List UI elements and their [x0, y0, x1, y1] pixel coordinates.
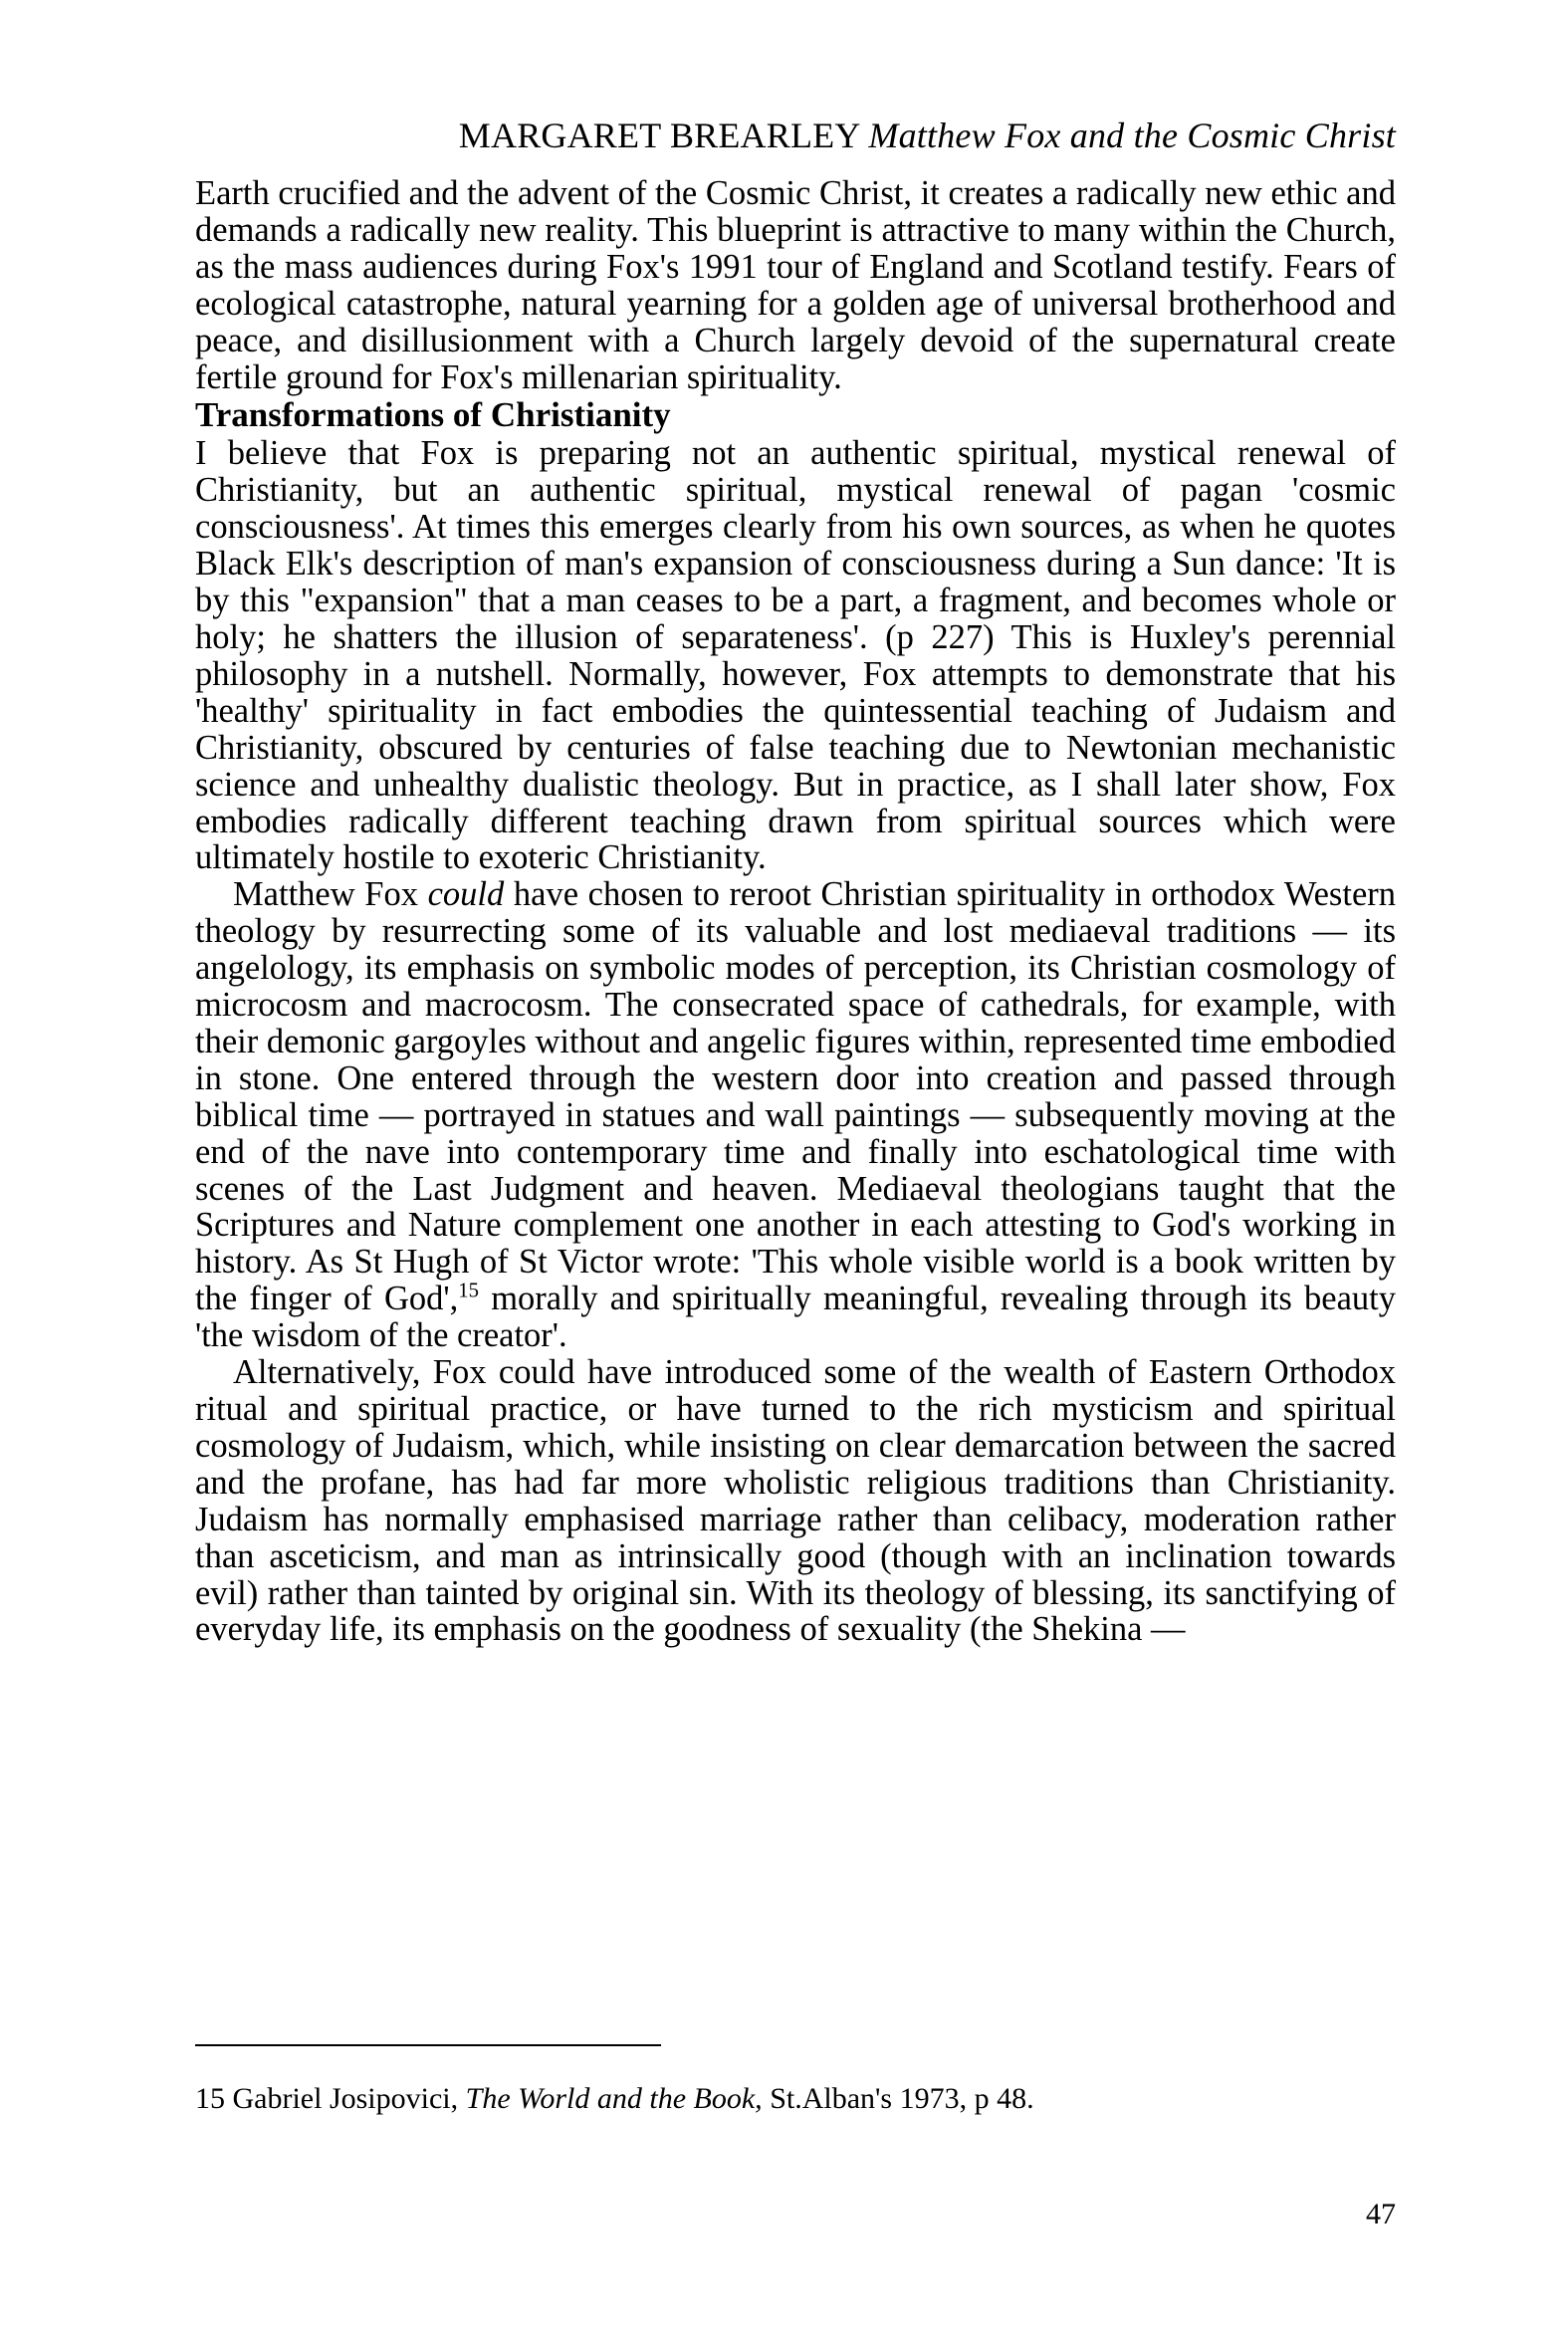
- paragraph-3-part-b: have chosen to reroot Christian spirituality in orthodox Western theology by resurrecting some of its valuable and lost mediaeval traditions — its angelology, its emphasis on symbolic modes of perception, its Christian cosmology of microcosm and macrocosm. The consecrated space of cathedrals, for example, with their demonic gargoyles without and angelic figures within, represented time embodied in stone. One entered through the western door into creation and passed through biblical time — portrayed in statues and wall paintings — subsequently moving at the end of the nave into contemporary time and finally into eschatological time with scenes of the Last Judgment and heaven. Mediaeval theologians taught that the Scriptures and Nature complement one another in each attesting to God's working in history. As St Hugh of St Victor wrote: 'This whole visible world is a book written by the finger of God',: [195, 875, 1396, 1318]
- footnote-number: 15: [195, 2082, 225, 2115]
- running-head-author: MARGARET BREARLEY: [458, 116, 860, 155]
- paragraph-3: [195, 876, 1396, 1354]
- section-heading: Transformations of Christianity: [195, 395, 671, 435]
- footnote: [195, 2079, 1396, 2119]
- footnote-publication: St.Alban's 1973, p 48.: [770, 2082, 1034, 2115]
- footnote-author: Gabriel Josipovici,: [232, 2082, 459, 2115]
- paragraph-3-part-a: Matthew Fox: [233, 875, 428, 914]
- paragraph-1: Earth crucified and the advent of the Cosmic Christ, it creates a radically new ethic and demands a radically new reality. This blueprint is attractive to many within the Church, as the mass audiences during Fox's 1991 tour of England and Scotland testify. Fears of ecological catastrophe, natural yearning for a golden age of universal brotherhood and peace, and disillusionment with a Church largely devoid of the supernatural create fertile ground for Fox's millenarian spirituality.: [195, 174, 1396, 396]
- running-head-title: Matthew Fox and the Cosmic Christ: [868, 116, 1396, 155]
- footnote-title: The World and the Book,: [465, 2082, 763, 2115]
- body-text: [195, 175, 1396, 1648]
- footnote-divider: [195, 2044, 661, 2046]
- paragraph-2: I believe that Fox is preparing not an authentic spiritual, mystical renewal of Christianity, but an authentic spiritual, mystical renewal of pagan 'cosmic consciousness'. At times this emerges clearly from his own sources, as when he quotes Black Elk's description of man's expansion of consciousness during a Sun dance: 'It is by this "expansion" that a man ceases to be a part, a fragment, and becomes whole or holy; he shatters the illusion of separateness'. (p 227) This is Huxley's perennial philosophy in a nutshell. Normally, however, Fox attempts to demonstrate that his 'healthy' spirituality in fact embodies the quintessential teaching of Judaism and Christianity, obscured by centuries of false teaching due to Newtonian mechanistic science and unhealthy dualistic theology. But in practice, as I shall later show, Fox embodies radically different teaching drawn from spiritual sources which were ultimately hostile to exoteric Christianity.: [195, 434, 1396, 877]
- page-number: 47: [1366, 2198, 1396, 2230]
- paragraph-3-part-c: morally and spiritually meaningful, revealing through its beauty 'the wisdom of the creator'.: [195, 1280, 1396, 1355]
- footnote-reference[interactable]: 15: [458, 1280, 479, 1302]
- paragraph-3-emphasis: could: [427, 875, 505, 914]
- running-head: [195, 112, 1396, 159]
- paragraph-4: Alternatively, Fox could have introduced some of the wealth of Eastern Orthodox ritual and spiritual practice, or have turned to the rich mysticism and spiritual cosmology of Judaism, which, while insisting on clear demarcation between the sacred and the profane, has had far more wholistic religious traditions than Christianity. Judaism has normally emphasised marriage rather than celibacy, moderation rather than asceticism, and man as intrinsically good (though with an inclination towards evil) rather than tainted by original sin. With its theology of blessing, its sanctifying of everyday life, its emphasis on the goodness of sexuality (the Shekina —: [195, 1353, 1396, 1649]
